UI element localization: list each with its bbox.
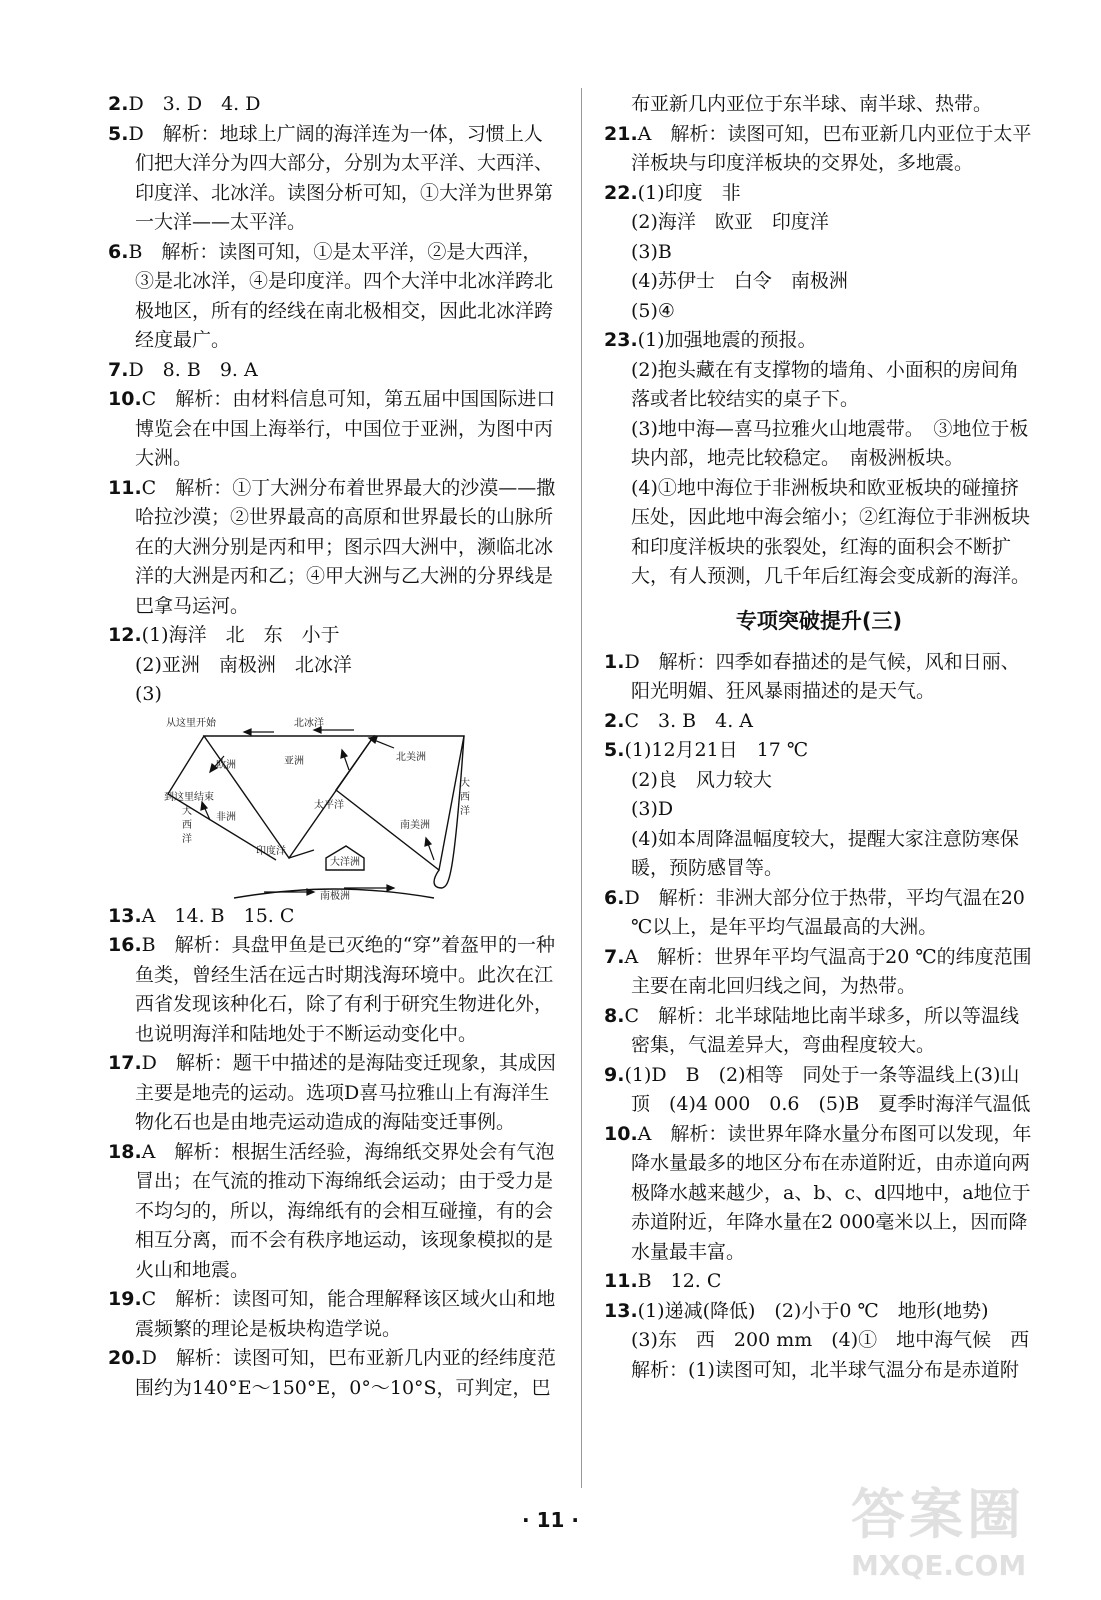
diagram-label-europe: 欧洲	[216, 759, 236, 771]
diagram-label-indian: 印度洋	[256, 845, 286, 857]
diagram-path-eurasia-wedge	[204, 736, 374, 858]
answer-10: 10.C 解析：由材料信息可知，第五届中国国际进口博览会在中国上海举行，中国位于亚洲，为图中丙大洲。	[108, 388, 556, 469]
answer-s13-line2: (3)东 西 200 mm (4)① 地中海气候 西	[631, 1329, 1030, 1351]
answer-6: 6.B 解析：读图可知，①是太平洋，②是大西洋，③是北冰洋，④是印度洋。四个大洋中北冰洋跨北极地区，所有的经线在南北极相交，因此北冰洋跨经度最广。	[108, 240, 554, 351]
answer-23-part3: (3)地中海—喜马拉雅火山地震带。 ③地位于板块内部，地壳比较稳定。 南极洲板块。	[631, 417, 1029, 469]
diagram-label-atlantic-r1: 大	[460, 777, 470, 789]
watermark-logo: 答案圈 MXQE.COM	[851, 1483, 1027, 1582]
answer-23-line1: 23.(1)加强地震的预报。	[604, 329, 817, 351]
answer-12-line1: 12.(1)海洋 北 东 小于	[108, 624, 340, 646]
answer-s13-line3: 解析：(1)读图可知，北半球气温分布是赤道附	[631, 1358, 1019, 1381]
answer-22-line4: (4)苏伊士 白令 南极洲	[631, 270, 848, 292]
answer-s13-line1: 13.(1)递减(降低) (2)小于0 ℃ 地形(地势)	[604, 1299, 989, 1322]
answer-17: 17.D 解析：题干中描述的是海陆变迁现象，其成因主要是地壳的运动。选项D喜马拉雅山上有海洋生物化石也是由地壳运动造成的海陆变迁事例。	[108, 1052, 556, 1133]
answer-s5-part3: (3)D	[631, 798, 674, 820]
answer-s2-4: 2.C 3. B 4. A	[604, 709, 754, 732]
diagram-label-namerica: 北美洲	[396, 751, 426, 763]
diagram-label-africa: 非洲	[216, 811, 236, 823]
answer-s5-part4: (4)如本周降温幅度较大，提醒大家注意防寒保暖，预防感冒等。	[631, 827, 1019, 879]
section-heading: 专项突破提升(三)	[735, 608, 903, 633]
answer-s11-12: 11.B 12. C	[604, 1270, 722, 1292]
answer-23-part4: (4)①地中海位于非洲板块和欧亚板块的碰撞挤压处，因此地中海会缩小；②红海位于非洲板块和印度洋板块的张裂处，红海的面积会不断扩大，有人预测，几千年后红海会变成新的海洋。	[631, 476, 1031, 587]
answer-19: 19.C 解析：读图可知，能合理解释该区域火山和地震频繁的理论是板块构造学说。	[108, 1288, 556, 1340]
diagram-label-arctic: 北冰洋	[294, 717, 324, 729]
answer-s8: 8.C 解析：北半球陆地比南半球多，所以等温线密集，气温差异大，弯曲程度较大。	[604, 1004, 1019, 1056]
answer-20: 20.D 解析：读图可知，巴布亚新几内亚的经纬度范围约为140°E～150°E，0°～10°S，可判定，巴	[108, 1347, 556, 1399]
answer-5: 5.D 解析：地球上广阔的海洋连为一体，习惯上人们把大洋分为四大部分，分别为太平洋、大西洋、印度洋、北冰洋。读图分析可知，①大洋为世界第一大洋——太平洋。	[108, 122, 554, 233]
answer-12-line3: (3)	[135, 683, 162, 705]
ocean-continent-route-diagram	[164, 710, 484, 902]
diagram-label-atlantic-l1: 大	[182, 805, 192, 817]
page-number: · 11 ·	[522, 1508, 579, 1532]
answer-s7: 7.A 解析：世界年平均气温高于20 ℃的纬度范围主要在南北回归线之间，为热带。	[604, 945, 1032, 997]
diagram-label-atlantic-r2: 西	[460, 791, 470, 803]
answer-13-15: 13.A 14. B 15. C	[108, 904, 295, 927]
answer-s6: 6.D 解析：非洲大部分位于热带，平均气温在20 ℃以上，是年平均气温最高的大洲。	[604, 886, 1025, 938]
diagram-label-start: 从这里开始	[166, 717, 216, 729]
answer-2-4: 2.D 3. D 4. D	[108, 93, 261, 115]
diagram-label-atlantic-l2: 西	[182, 819, 192, 831]
diagram-label-asia: 亚洲	[284, 755, 304, 767]
answer-s10: 10.A 解析：读世界年降水量分布图可以发现，年降水量最多的地区分布在赤道附近，由赤道向两极降水越来越少，a、b、c、d四地中，a地位于赤道附近，年降水量在2 000毫米以上，因而降水量最丰富。	[604, 1122, 1032, 1263]
diagram-label-pacific: 太平洋	[314, 799, 344, 811]
diagram-path-asia-link	[289, 850, 314, 858]
answer-22-line2: (2)海洋 欧亚 印度洋	[631, 211, 829, 233]
answer-7-9: 7.D 8. B 9. A	[108, 358, 258, 381]
answer-16: 16.B 解析：具盘甲鱼是已灭绝的“穿”着盔甲的一种鱼类，曾经生活在远古时期浅海环境中。此次在江西省发现该种化石，除了有利于研究生物进化外，也说明海洋和陆地处于不断运动变化中。	[108, 934, 556, 1045]
answer-22-line3: (3)B	[631, 240, 672, 263]
answer-s9: 9.(1)D B (2)相等 同处于一条等温线上(3)山顶 (4)4 000 0.6 (5)B 夏季时海洋气温低	[604, 1063, 1031, 1115]
answer-22-line5: (5)④	[631, 299, 675, 322]
answer-12-line2: (2)亚洲 南极洲 北冰洋	[135, 653, 352, 676]
diagram-label-samerica: 南美洲	[400, 819, 430, 831]
answer-21: 21.A 解析：读图可知，巴布亚新几内亚位于太平洋板块与印度洋板块的交界处，多地震。	[604, 122, 1032, 174]
diagram-label-atlantic-l3: 洋	[182, 833, 192, 845]
answer-s1: 1.D 解析：四季如春描述的是气候，风和日丽、阳光明媚、狂风暴雨描述的是天气。	[604, 650, 1020, 702]
column-divider	[581, 88, 582, 1488]
answer-s5-part2: (2)良 风力较大	[631, 768, 772, 791]
answer-18: 18.A 解析：根据生活经验，海绵纸交界处会有气泡冒出；在气流的推动下海绵纸会运动；由于受力是不均匀的，所以，海绵纸有的会相互碰撞，有的会相互分离，而不会有秩序地运动，该现象模拟的是火山和地震。	[108, 1140, 555, 1281]
answer-11: 11.C 解析：①丁大洲分布着世界最大的沙漠——撒哈拉沙漠；②世界最高的高原和世界最长的山脉所在的大洲分别是丙和甲；图示四大洲中，濒临北冰洋的大洲是丙和乙；④甲大洲与乙大洲的分界线是巴拿马运河。	[108, 476, 556, 617]
answer-s5-line1: 5.(1)12月21日 17 ℃	[604, 739, 809, 761]
diagram-label-end: 到这里结束	[164, 791, 214, 803]
left-column	[108, 90, 558, 1403]
answer-23-part2: (2)抱头藏在有支撑物的墙角、小面积的房间角落或者比较结实的桌子下。	[631, 358, 1019, 410]
right-column	[604, 90, 1034, 1385]
diagram-label-antarctica: 南极洲	[320, 890, 350, 902]
answer-22-line1: 22.(1)印度 非	[604, 181, 741, 204]
answer-20-continued: 布亚新几内亚位于东半球、南半球、热带。	[631, 93, 993, 115]
diagram-label-oceania: 大洋洲	[330, 856, 360, 868]
diagram-label-atlantic-r3: 洋	[460, 805, 470, 817]
